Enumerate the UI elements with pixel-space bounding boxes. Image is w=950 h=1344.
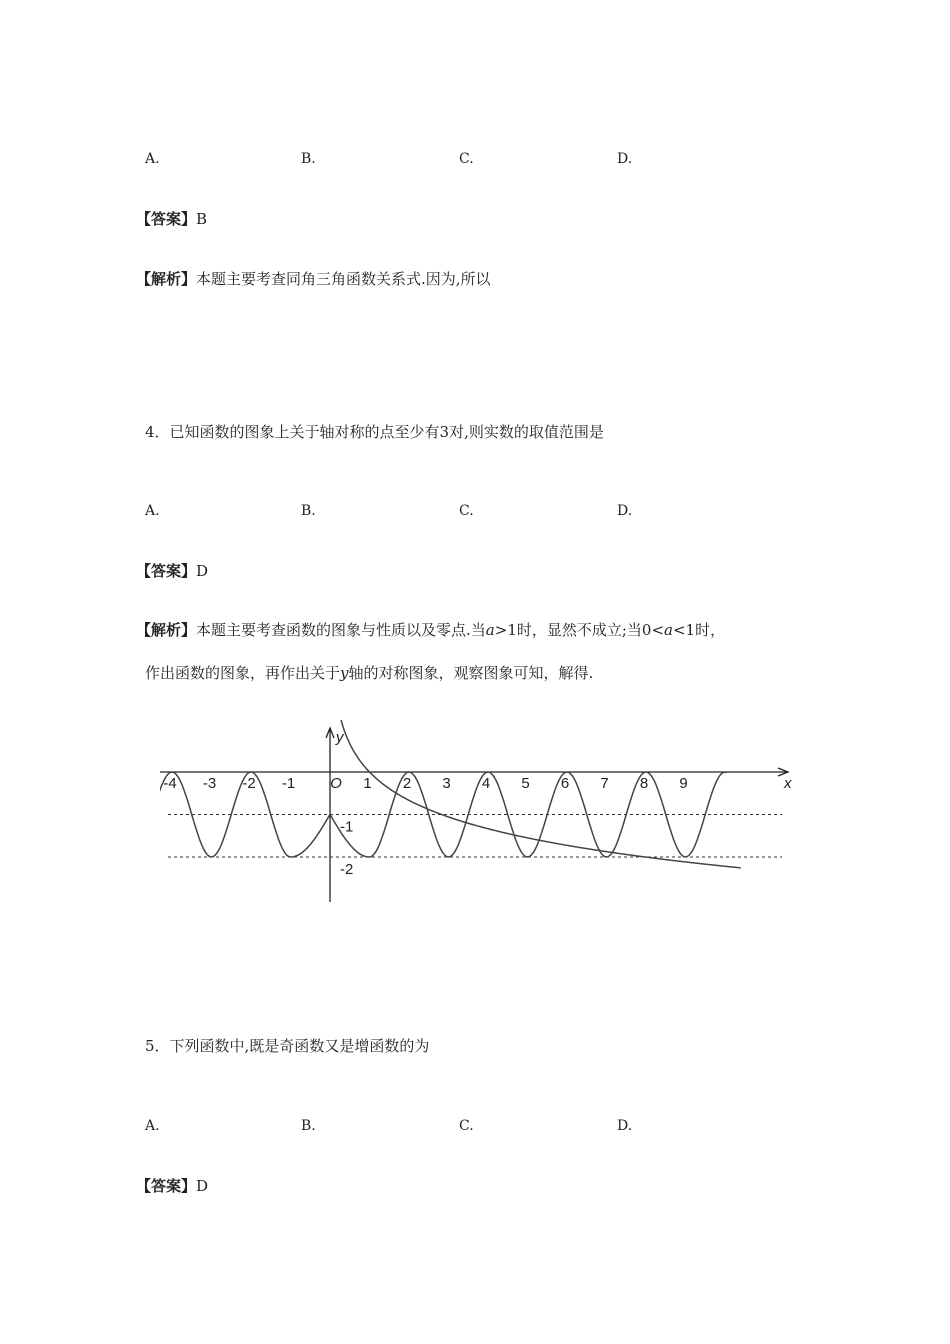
q3-answer	[136, 209, 207, 229]
answer-value: D	[196, 1177, 209, 1195]
q3-option-b: B.	[301, 151, 316, 167]
q4-stem: 4．已知函数的图象上关于轴对称的点至少有3对,则实数的取值范围是	[145, 423, 604, 441]
q5-option-d: D.	[617, 1118, 633, 1134]
answer-tag: 【答案】	[136, 562, 197, 580]
analysis-text: 轴的对称图象，观察图象可知，解得.	[348, 664, 594, 682]
q5-answer	[136, 1176, 208, 1196]
x-tick-label: 8	[639, 775, 649, 792]
analysis-text: >1时，显然不成立;当0<	[494, 621, 665, 639]
q4-option-b: B.	[301, 503, 316, 519]
answer-tag: 【答案】	[136, 210, 197, 228]
x-tick-label: 9	[679, 775, 688, 792]
x-tick-label: -1	[281, 775, 296, 792]
x-axis-label: x	[784, 775, 792, 792]
answer-value: B	[196, 210, 208, 228]
x-tick-label: -3	[202, 775, 217, 792]
dashed-reference-lines	[168, 815, 782, 858]
q4-option-c: C.	[459, 503, 474, 519]
q3-option-d: D.	[617, 151, 633, 167]
variable-y: y	[340, 664, 349, 682]
q4-option-a: A.	[145, 503, 160, 519]
q4-analysis-line2	[145, 663, 593, 683]
x-tick-label: 6	[560, 775, 570, 792]
analysis-text: <1时，	[672, 621, 726, 639]
variable-a: a	[485, 621, 495, 639]
x-tick-label: -2	[242, 775, 256, 792]
q5-option-c: C.	[459, 1118, 474, 1134]
q4-analysis-line1	[136, 620, 725, 640]
x-tick-label: 5	[521, 775, 530, 792]
x-tick-label: 1	[363, 775, 372, 792]
q5-option-b: B.	[301, 1118, 316, 1134]
q5-stem: 5．下列函数中,既是奇函数又是增函数的为	[145, 1037, 430, 1055]
y-tick-label: -2	[340, 861, 354, 878]
analysis-text: 本题主要考查同角三角函数关系式.因为,所以	[196, 270, 491, 288]
q3-option-c: C.	[459, 151, 474, 167]
x-tick-label: O	[330, 775, 342, 792]
q4-answer	[136, 561, 208, 581]
x-tick-label: 7	[600, 775, 609, 792]
q4-option-d: D.	[617, 503, 633, 519]
x-tick-label: 4	[481, 775, 491, 792]
y-tick-label: -1	[340, 818, 354, 836]
analysis-text: 本题主要考查函数的图象与性质以及零点.当	[196, 621, 486, 639]
y-axis-label: y	[336, 729, 344, 746]
q5-option-a: A.	[145, 1118, 160, 1134]
x-tick-labels	[163, 775, 687, 792]
x-tick-label: -4	[163, 775, 177, 792]
y-tick-labels	[340, 819, 353, 879]
analysis-tag: 【解析】	[136, 270, 197, 288]
analysis-text: 作出函数的图象，再作出关于	[145, 664, 341, 682]
variable-a: a	[664, 621, 673, 639]
q3-analysis	[136, 269, 491, 289]
answer-tag: 【答案】	[136, 1177, 197, 1195]
function-graph	[160, 720, 800, 910]
x-tick-label: 2	[402, 775, 412, 792]
analysis-tag: 【解析】	[136, 621, 197, 639]
answer-value: D	[196, 562, 209, 580]
x-tick-label: 3	[442, 775, 451, 792]
q3-option-a: A.	[145, 151, 160, 167]
